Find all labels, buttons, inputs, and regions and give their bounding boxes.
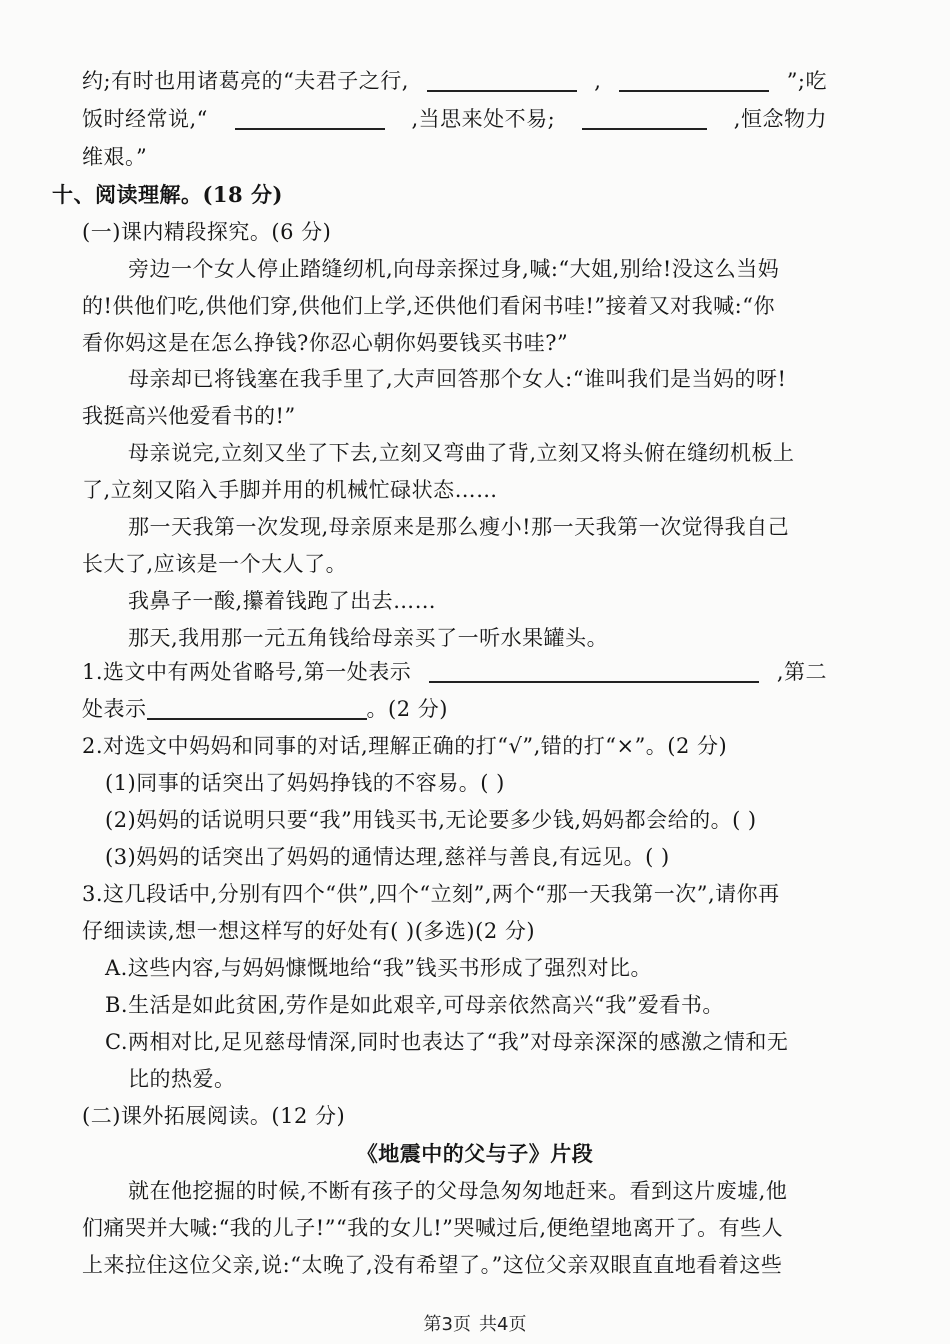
part-heading: (一)课内精段探究。(6 分) xyxy=(82,220,332,244)
text-segment: ,恒念物力 xyxy=(733,107,827,131)
answer-blank[interactable] xyxy=(619,62,769,92)
question-2: 2.对选文中妈妈和同事的对话,理解正确的打“√”,错的打“×”。(2 分) xyxy=(82,734,728,758)
section-heading: 十、阅读理解。(18 分) xyxy=(52,182,283,207)
passage-line: 看你妈这是在怎么挣钱?你忍心朝你妈要钱买书哇?” xyxy=(82,331,569,355)
passage-line: 旁边一个女人停止踏缝纫机,向母亲探过身,喊:“大姐,别给!没这么当妈 xyxy=(128,257,780,281)
answer-blank[interactable] xyxy=(235,100,385,130)
passage-line: 我挺高兴他爱看书的!” xyxy=(82,404,296,428)
passage-line: 了,立刻又陷入手脚并用的机械忙碌状态…… xyxy=(82,478,498,502)
text-segment: 约;有时也用诸葛亮的“夫君子之行, xyxy=(82,69,409,93)
true-false-item[interactable]: (3)妈妈的话突出了妈妈的通情达理,慈祥与善良,有远见。( ) xyxy=(105,845,670,869)
question-3-cont: 仔细读读,想一想这样写的好处有( )(多选)(2 分) xyxy=(82,919,536,943)
fill-in-line-1 xyxy=(82,62,827,100)
true-false-item[interactable]: (1)同事的话突出了妈妈挣钱的不容易。( ) xyxy=(105,771,505,795)
choice-option-c-cont: 比的热爱。 xyxy=(128,1067,236,1091)
passage-line: 那一天我第一次发现,母亲原来是那么瘦小!那一天我第一次觉得我自己 xyxy=(128,515,790,539)
page-total: 共4页 xyxy=(479,1314,527,1335)
passage-line: 上来拉住这位父亲,说:“太晚了,没有希望了。”这位父亲双眼直直地看着这些 xyxy=(82,1253,783,1277)
choice-option-c[interactable]: C.两相对比,足见慈母情深,同时也表达了“我”对母亲深深的感激之情和无 xyxy=(105,1030,789,1054)
question-text: 1.选文中有两处省略号,第一处表示 xyxy=(82,660,412,684)
passage-line: 我鼻子一酸,攥着钱跑了出去…… xyxy=(128,589,437,613)
passage-title: 《地震中的父与子》片段 xyxy=(356,1141,594,1166)
question-3: 3.这几段话中,分别有四个“供”,四个“立刻”,两个“那一天我第一次”,请你再 xyxy=(82,882,780,906)
text-segment: 饭时经常说,“ xyxy=(82,107,208,131)
passage-line: 母亲却已将钱塞在我手里了,大声回答那个女人:“谁叫我们是当妈的呀! xyxy=(128,367,787,391)
passage-line: 们痛哭并大喊:“我的儿子!”“我的女儿!”哭喊过后,便绝望地离开了。有些人 xyxy=(82,1216,784,1240)
question-text: 。(2 分) xyxy=(366,697,448,721)
question-text: 处表示 xyxy=(82,697,147,721)
passage-line: 长大了,应该是一个大人了。 xyxy=(82,552,348,576)
answer-blank[interactable] xyxy=(427,62,577,92)
text-line: 维艰。” xyxy=(82,145,148,169)
choice-option-a[interactable]: A.这些内容,与妈妈慷慨地给“我”钱买书形成了强烈对比。 xyxy=(105,956,652,980)
question-1-cont xyxy=(82,690,827,728)
true-false-item[interactable]: (2)妈妈的话说明只要“我”用钱买书,无论要多少钱,妈妈都会给的。( ) xyxy=(105,808,757,832)
question-1 xyxy=(82,653,827,691)
answer-blank[interactable] xyxy=(147,690,367,720)
part-heading: (二)课外拓展阅读。(12 分) xyxy=(82,1104,346,1128)
page-footer xyxy=(0,1310,950,1336)
passage-line: 的!供他们吃,供他们穿,供他们上学,还供他们看闲书哇!”接着又对我喊:“你 xyxy=(82,294,775,318)
passage-line: 母亲说完,立刻又坐了下去,立刻又弯曲了背,立刻又将头俯在缝纫机板上 xyxy=(128,441,795,465)
choice-option-b[interactable]: B.生活是如此贫困,劳作是如此艰辛,可母亲依然高兴“我”爱看书。 xyxy=(105,993,724,1017)
answer-blank[interactable] xyxy=(429,653,759,683)
page-number: 第3页 xyxy=(423,1314,471,1335)
passage-line: 那天,我用那一元五角钱给母亲买了一听水果罐头。 xyxy=(128,626,609,650)
text-segment: , xyxy=(594,69,602,93)
answer-blank[interactable] xyxy=(582,100,707,130)
text-segment: ”;吃 xyxy=(786,69,827,93)
text-segment: ,当思来处不易; xyxy=(411,107,556,131)
question-text: ,第二 xyxy=(776,660,827,684)
fill-in-line-2 xyxy=(82,100,827,138)
passage-line: 就在他挖掘的时候,不断有孩子的父母急匆匆地赶来。看到这片废墟,他 xyxy=(128,1179,788,1203)
